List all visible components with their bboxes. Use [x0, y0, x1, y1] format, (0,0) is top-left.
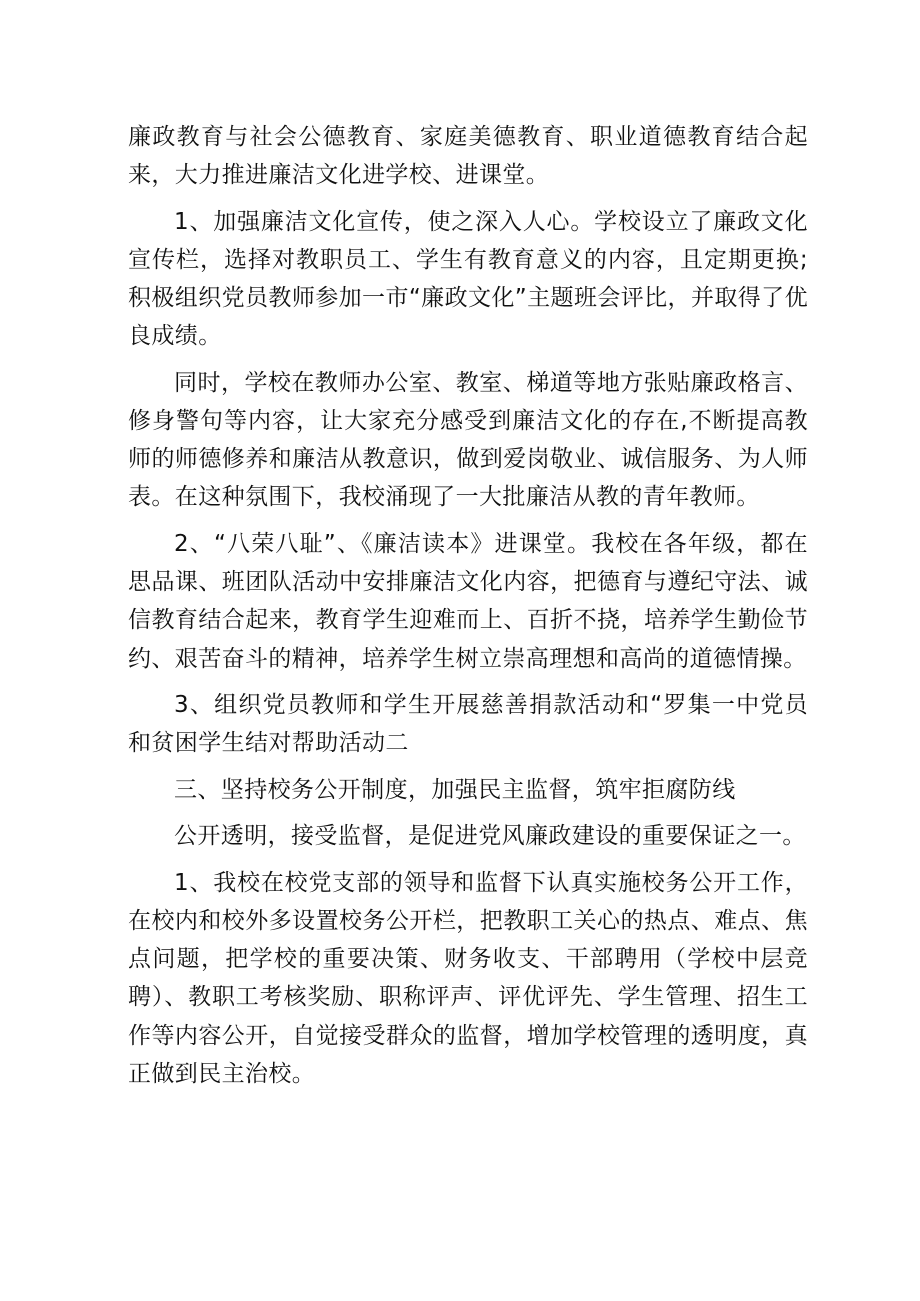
paragraph-meanwhile: 同时，学校在教师办公室、教室、梯道等地方张贴廉政格言、修身警句等内容，让大家充分感受到廉洁文化的存在,不断提高教师的师德修养和廉洁从教意识，做到爱岗敬业、诚信服务、为人师表。在这种氛围下，我校涌现了一大批廉洁从教的青年教师。	[128, 369, 808, 511]
paragraph-transparency: 公开透明，接受监督，是促进党风廉政建设的重要保证之一。	[174, 823, 806, 850]
document-body	[128, 118, 808, 1101]
section-heading-three: 三、坚持校务公开制度，加强民主监督，筑牢拒腐防线	[174, 776, 736, 803]
paragraph-continuation: 廉政教育与社会公德教育、家庭美德教育、职业道德教育结合起来，大力推进廉洁文化进学校、进课堂。	[128, 124, 808, 189]
paragraph-item-3-charity: 3、组织党员教师和学生开展慈善捐款活动和“罗集一中党员和贫困学生结对帮助活动二	[128, 692, 808, 757]
paragraph-item-2-classroom: 2、“八荣八耻”、《廉洁读本》进课堂。我校在各年级，都在思品课、班团队活动中安排廉洁文化内容，把德育与遵纪守法、诚信教育结合起来，教育学生迎难而上、百折不挠，培养学生勤俭节约、艰苦奋斗的精神，培养学生树立崇高理想和高尚的道德情操。	[128, 530, 808, 672]
paragraph-item-1-propaganda: 1、加强廉洁文化宣传，使之深入人心。学校设立了廉政文化宣传栏，选择对教职员工、学生有教育意义的内容，且定期更换;积极组织党员教师参加一市“廉政文化”主题班会评比，并取得了优良成绩。	[128, 208, 808, 350]
paragraph-item-1-disclosure: 1、我校在校党支部的领导和监督下认真实施校务公开工作，在校内和校外多设置校务公开栏，把教职工关心的热点、难点、焦点问题，把学校的重要决策、财务收支、干部聘用（学校中层竞聘）、教职工考核奖励、职称评声、评优评先、学生管理、招生工作等内容公开，自觉接受群众的监督，增加学校管理的透明度，真正做到民主治校。	[128, 869, 808, 1087]
